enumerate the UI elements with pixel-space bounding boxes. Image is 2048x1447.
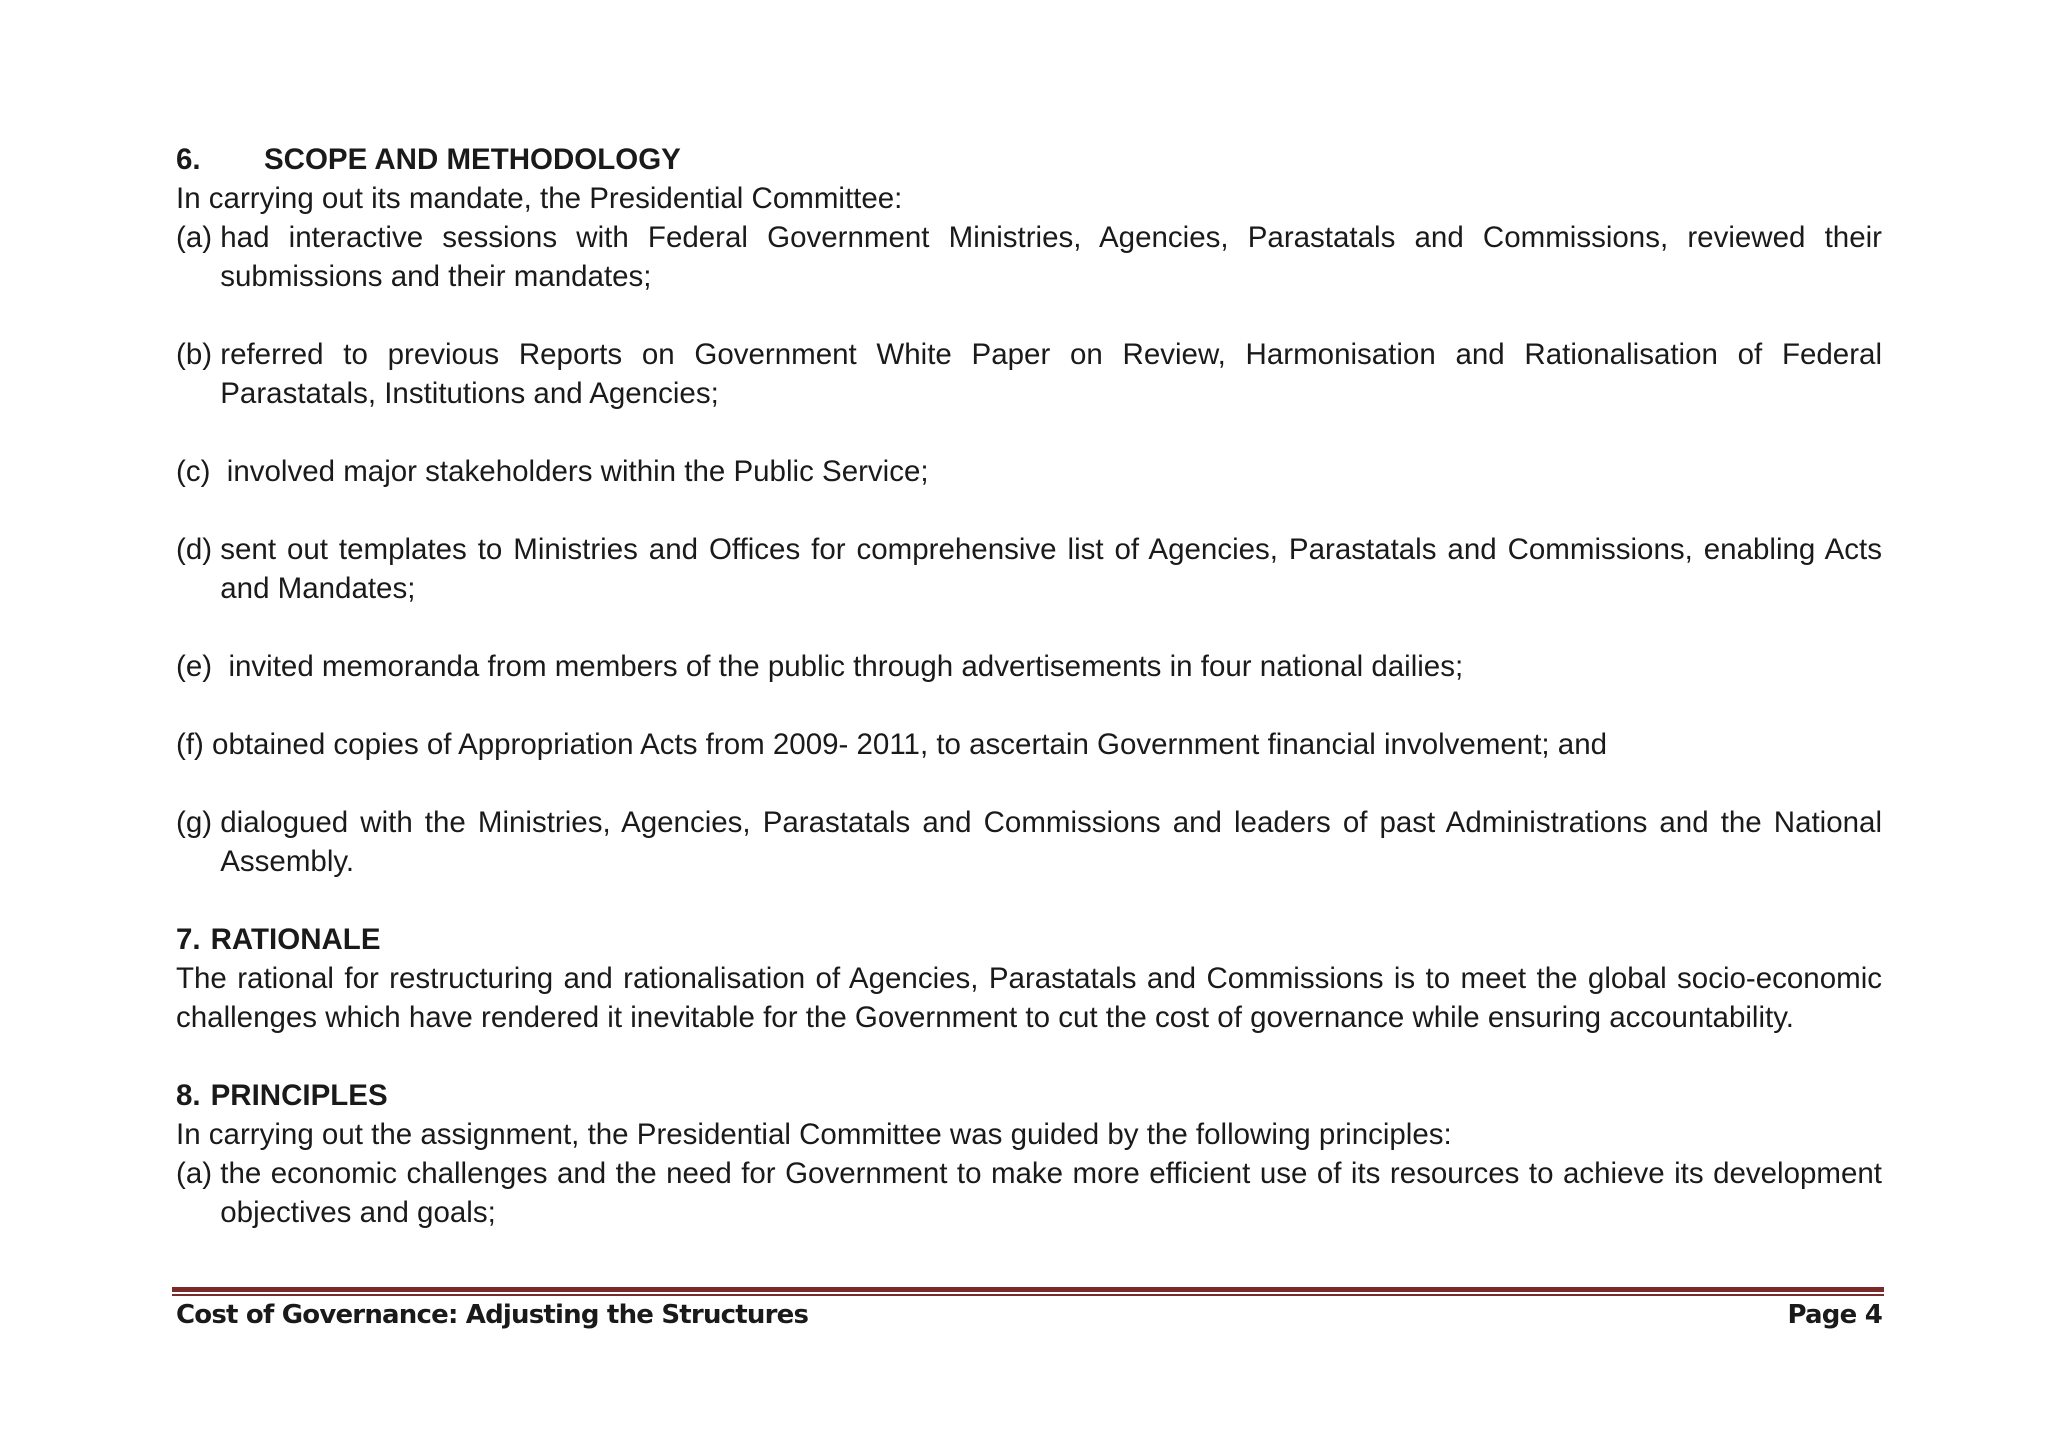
item-marker: (b) [176,338,221,371]
list-item [176,218,1882,296]
item-text: dialogued with the Ministries, Agencies, Parastatals and Commissions and leaders of past Administrations and the National Assembly. [220,806,1882,878]
item-marker: (c) [176,455,227,488]
item-marker: (a) [176,1157,221,1190]
item-text: involved major stakeholders within the Public Service; [226,455,929,488]
section-6-heading [176,140,1882,179]
footer-divider [172,1287,1884,1296]
list-item [176,1154,1882,1232]
section-6-number: 6. [176,143,201,176]
item-text: referred to previous Reports on Government White Paper on Review, Harmonisation and Rationalisation of Federal Parastatals, Institutions and Agencies; [220,338,1882,410]
section-8-heading [176,1076,1882,1115]
section-7-number: 7. [176,923,201,956]
section-8-number: 8. [176,1079,201,1112]
section-8-title: PRINCIPLES [210,1079,388,1112]
item-text: invited memoranda from members of the public through advertisements in four national dailies; [228,650,1464,683]
section-7-heading [176,920,1882,959]
item-marker: (a) [176,221,221,254]
footer-document-title: Cost of Governance: Adjusting the Structures [176,1300,809,1330]
document-body [176,140,1882,1232]
item-marker: (d) [176,533,221,566]
item-marker: (f) [176,728,213,761]
list-item [176,803,1882,881]
section-7-title: RATIONALE [210,923,381,956]
list-item [176,647,1882,686]
list-item [176,452,1882,491]
section-8-intro: In carrying out the assignment, the Presidential Committee was guided by the following principles: [176,1118,1452,1151]
list-item [176,335,1882,413]
item-text: obtained copies of Appropriation Acts from 2009- 2011, to ascertain Government financial involvement; and [212,728,1608,761]
page-number: Page 4 [1787,1300,1882,1330]
item-text: sent out templates to Ministries and Offices for comprehensive list of Agencies, Parastatals and Commissions, enabling Acts and Mandates; [220,533,1882,605]
item-marker: (g) [176,806,221,839]
section-6-intro: In carrying out its mandate, the Presidential Committee: [176,182,903,215]
list-item [176,725,1882,764]
page-footer [176,1300,1882,1330]
item-text: the economic challenges and the need for Government to make more efficient use of its resources to achieve its development objectives and goals; [220,1157,1882,1229]
item-text: had interactive sessions with Federal Government Ministries, Agencies, Parastatals and Commissions, reviewed their submissions and their mandates; [220,221,1882,293]
section-7-body: The rational for restructuring and rationalisation of Agencies, Parastatals and Commissions is to meet the global socio-economic challenges which have rendered it inevitable for the Government to cut the cost of governance while ensuring accountability. [176,962,1882,1034]
section-6-title: SCOPE AND METHODOLOGY [264,143,681,176]
item-marker: (e) [176,650,229,683]
list-item [176,530,1882,608]
